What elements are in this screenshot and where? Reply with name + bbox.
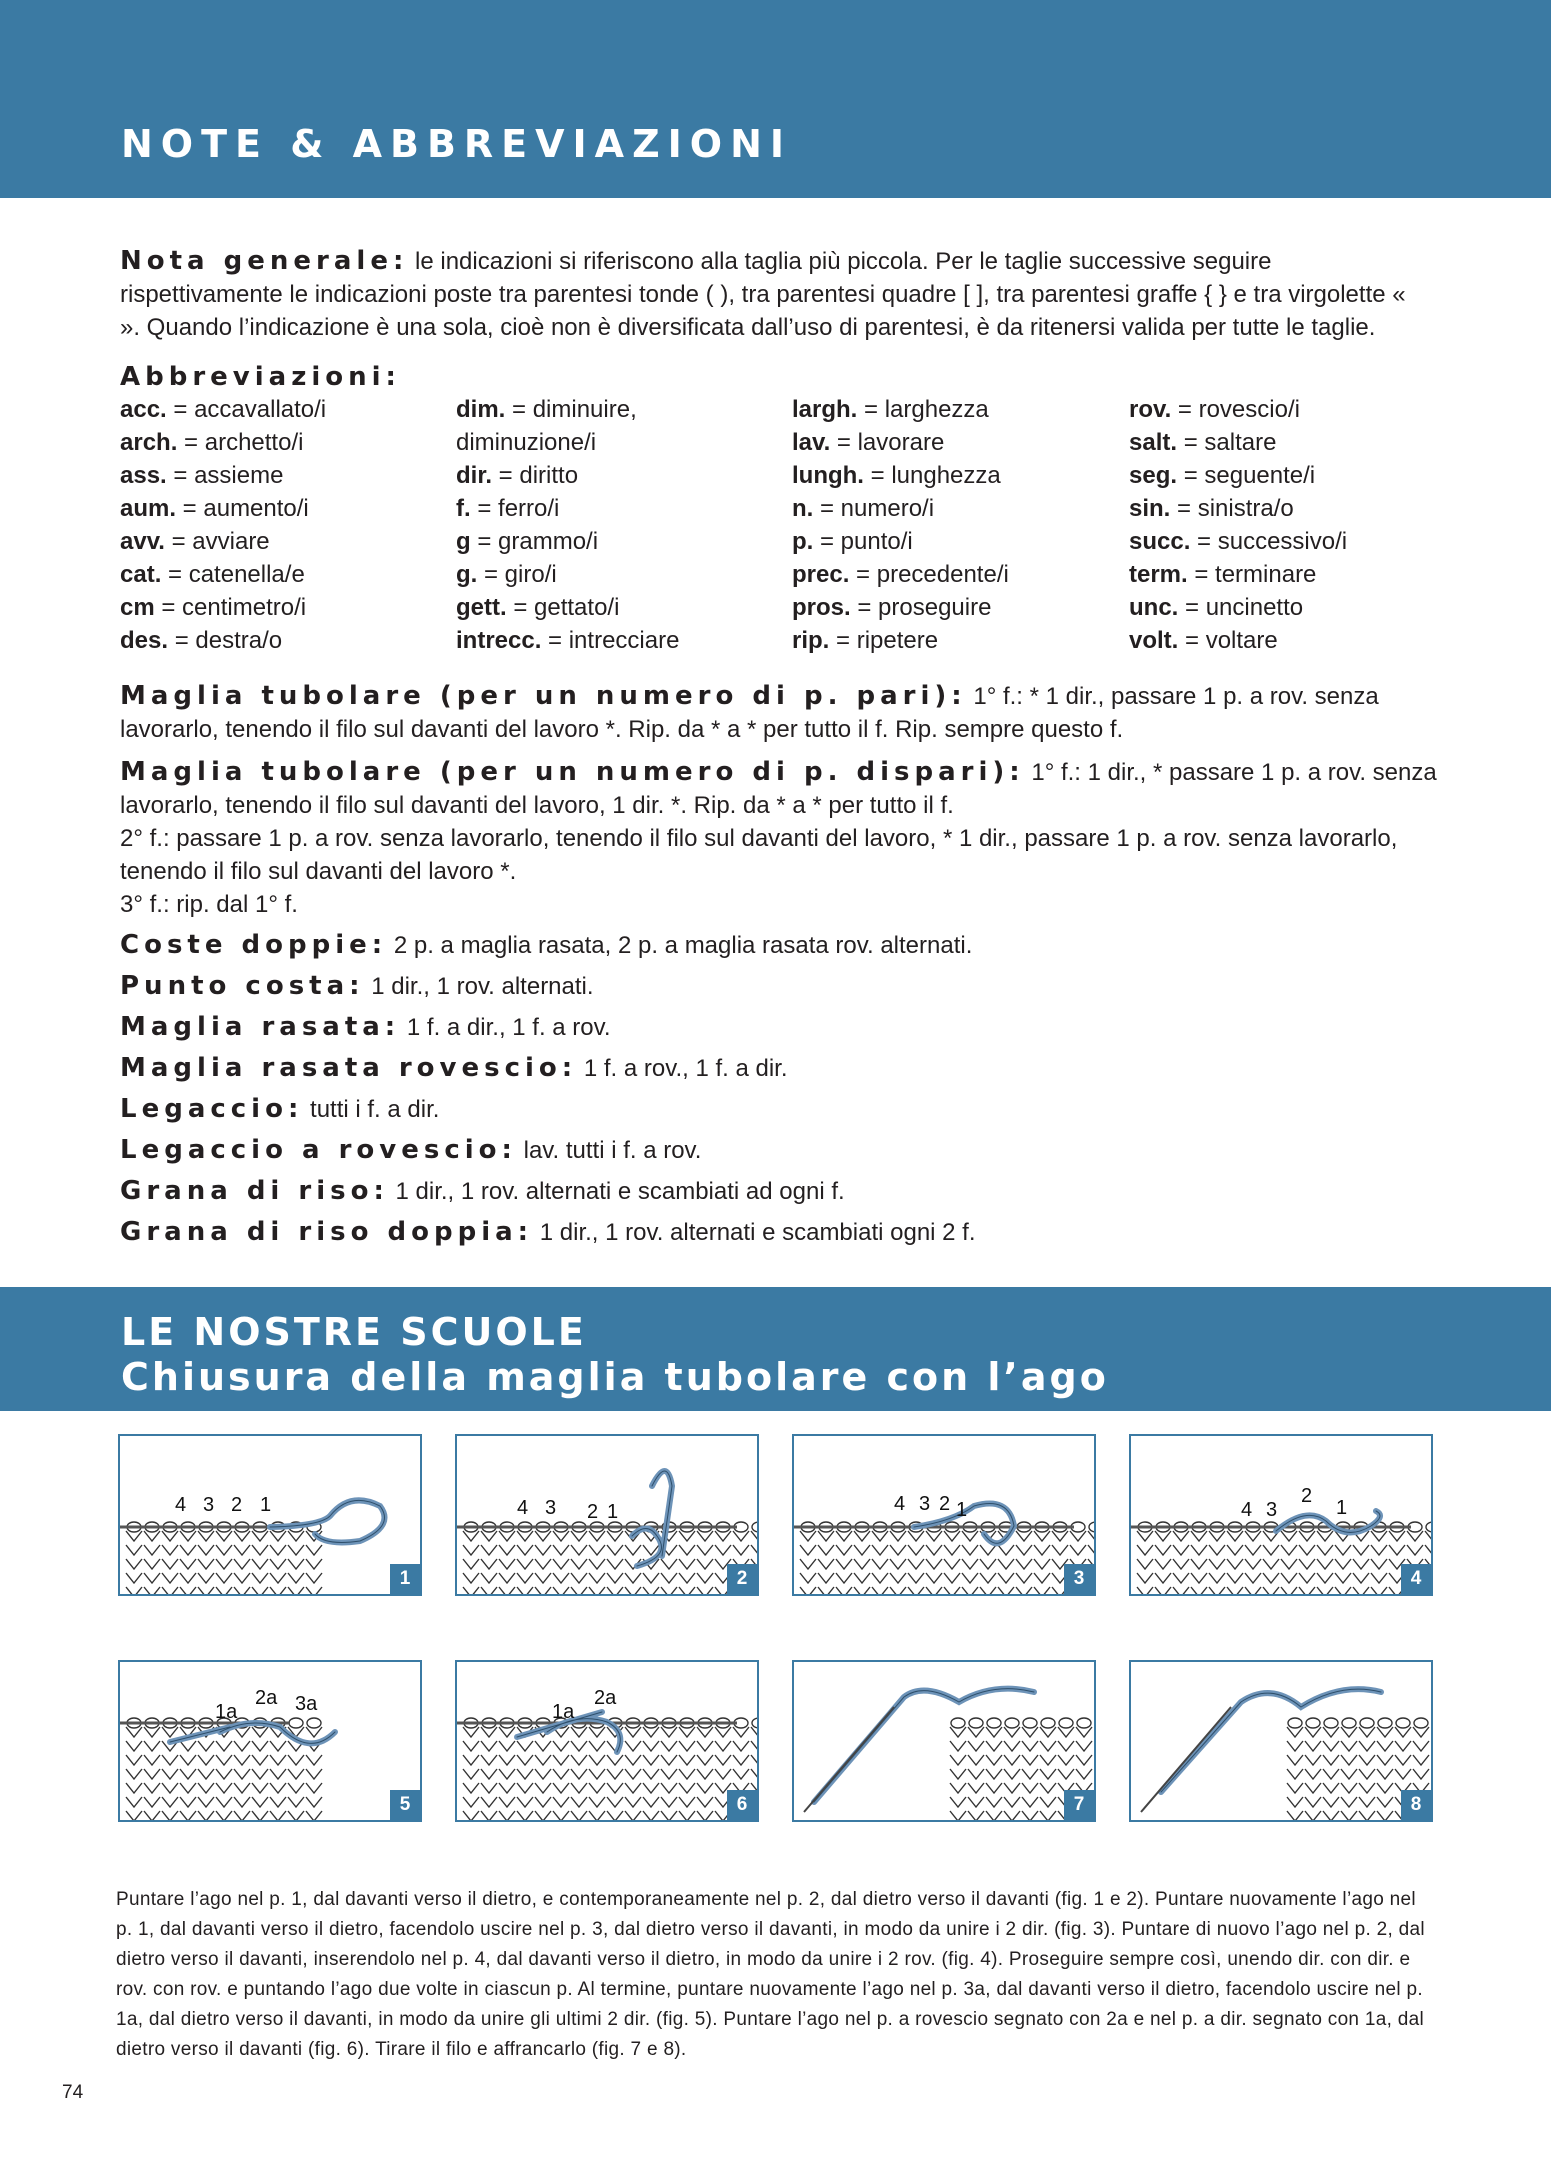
figure-stitch-label: 3 [545,1497,557,1519]
abbr-item [120,624,450,657]
figure-caption: Puntare l’ago nel p. 1, dal davanti verso il dietro, e contemporaneamente nel p. 2, dal dietro verso il davanti (fig. 1 e 2). Puntare nuovamente l’ago nel p. 1, dal davanti verso il dietro, facendolo uscire nel p. 3, dal dietro verso il davanti, in modo da unire i 2 dir. (fig. 3). Puntare di nuovo l’ago nel p. 2, dal dietro verso il davanti, inserendolo nel p. 4, dal davanti verso il dietro, in modo da unire i 2 rov. (fig. 4). Proseguire sempre così, unendo dir. con dir. e rov. con rov. e puntando l’ago due volte in ciascun p. Al termine, puntare nuovamente l’ago nel p. 3a, dal davanti verso il dietro, facendolo uscire nel p. 1a, dal dietro verso il davanti, in modo da unire gli ultimi 2 dir. (fig. 5). Puntare l’ago nel p. a rovescio segnato con 2a e nel p. a dir. segnato con 1a, dal dietro verso il davanti (fig. 6). Tirare il filo e affrancarlo (fig. 7 e 8). [116,1889,1425,2060]
stitch-entry [120,680,1440,746]
abbr-term: lav. [792,429,831,456]
stitch-entry [120,1011,1440,1044]
abbr-definition: = successivo/i [1190,528,1348,555]
knitting-diagram [457,1436,757,1594]
abbr-definition: = seguente/i [1177,462,1316,489]
stitch-text: 1 dir., 1 rov. alternati e scambiati ogni 2 f. [533,1219,976,1246]
figure-stitch-label: 4 [517,1497,529,1519]
abbr-term: rov. [1129,396,1172,423]
section-title: LE NOSTRE SCUOLE [121,1310,587,1354]
figure-stitch-label: 4 [175,1494,187,1516]
abbr-term: prec. [792,561,850,588]
figure-stitch-label: 2 [587,1501,599,1523]
abbr-item [1129,393,1459,426]
figure-stitch-label: 1 [956,1499,968,1521]
figure-stitch-label: 1 [260,1494,272,1516]
stitch-label: Grana di riso doppia: [120,1217,534,1247]
abbr-term: aum. [120,495,177,522]
abbr-item [456,426,786,459]
abbr-definition: = accavallato/i [166,396,327,423]
stitch-text: 1 dir., 1 rov. alternati. [364,973,594,1000]
section-subtitle: Chiusura della maglia tubolare con l’ago [121,1355,1109,1399]
section-band [0,1287,1551,1411]
stitch-entry [120,1093,1440,1126]
abbr-definition: = ripetere [829,627,939,654]
abbr-term: p. [792,528,814,555]
abbr-definition: = terminare [1187,561,1317,588]
abbr-item [792,525,1122,558]
abbr-item [120,492,450,525]
figure-panel [792,1434,1096,1596]
abbr-item [792,393,1122,426]
abbr-term: gett. [456,594,507,621]
figure-panel [455,1434,759,1596]
figure-stitch-label: 3 [919,1493,931,1515]
abbr-term: dim. [456,396,506,423]
abbr-item [1129,558,1459,591]
figure-number-badge: 7 [1064,1790,1094,1820]
abbr-definition: = uncinetto [1178,594,1304,621]
abbr-definition: = archetto/i [177,429,304,456]
abbr-item [120,459,450,492]
figure-number-badge: 1 [390,1564,420,1594]
figure-stitch-label: 3a [295,1693,318,1715]
abbr-definition: = saltare [1177,429,1277,456]
abbr-definition: = catenella/e [161,561,305,588]
abbr-definition: = punto/i [813,528,913,555]
figure-stitch-label: 1a [215,1701,238,1723]
figure-stitch-label: 1a [552,1701,575,1723]
abbr-term: g. [456,561,478,588]
abbr-item [1129,492,1459,525]
figure-panel [792,1660,1096,1822]
abbr-item [792,624,1122,657]
abbr-item [456,393,786,426]
stitch-entry [120,970,1440,1003]
abbr-term: term. [1129,561,1188,588]
stitch-label: Maglia rasata rovescio: [120,1053,578,1083]
stitch-entry [120,1134,1440,1167]
abbr-term: dir. [456,462,493,489]
abbr-item [120,426,450,459]
abbr-item [456,558,786,591]
nota-text: le indicazioni si riferiscono alla taglia più piccola. Per le taglie successive seguire rispettivamente le indicazioni poste tra parentesi tonde ( ), tra parentesi quadre [ ], tra parentesi graffe { } e tra virgolette « ». Quando l’indicazione è una sola, cioè non è diversificata dall’uso di parentesi, è da ritenersi valida per tutte le taglie. [120,248,1406,341]
figure-stitch-label: 2 [939,1493,951,1515]
abbr-term: n. [792,495,814,522]
abbr-term: lungh. [792,462,864,489]
abbr-column [792,393,1122,657]
abbr-definition: = proseguire [850,594,992,621]
knitting-diagram [794,1662,1094,1820]
abbr-definition: = precedente/i [849,561,1009,588]
abbr-item [456,525,786,558]
stitch-text: 1° f.: 1 dir., * passare 1 p. a rov. senza lavorarlo, tenendo il filo sul davanti del lavoro, 1 dir. *. Rip. da * a * per tutto il f. [120,759,1437,819]
stitch-entry [120,756,1440,921]
page-title: NOTE & ABBREVIAZIONI [121,122,793,166]
abbr-column [456,393,786,657]
abbr-term: succ. [1129,528,1191,555]
figure-stitch-label: 1 [607,1501,619,1523]
abbr-term: salt. [1129,429,1178,456]
abbr-term: pros. [792,594,851,621]
stitch-label: Maglia tubolare (per un numero di p. dispari): [120,757,1025,787]
abbr-definition: = diminuire, [505,396,637,423]
stitch-text: lav. tutti i f. a rov. [516,1137,702,1164]
stitch-label: Coste doppie: [120,930,388,960]
knitting-diagram [120,1662,420,1820]
page-number: 74 [62,2082,84,2103]
abbr-item [456,591,786,624]
abbr-item [120,591,450,624]
abbr-item [1129,426,1459,459]
abbr-item [792,426,1122,459]
abbr-item [792,558,1122,591]
abbr-definition: = destra/o [168,627,283,654]
figure-stitch-label: 1 [1336,1497,1348,1519]
knitting-diagram [794,1436,1094,1594]
stitch-text: 1 f. a rov., 1 f. a dir. [577,1055,788,1082]
knitting-diagram [1131,1662,1431,1820]
nota-label: Nota generale: [120,246,409,276]
abbr-term: volt. [1129,627,1179,654]
figure-stitch-label: 2a [594,1687,617,1709]
abbr-term: cat. [120,561,162,588]
figure-number-badge: 6 [727,1790,757,1820]
abbr-term: sin. [1129,495,1171,522]
abbr-definition: = sinistra/o [1170,495,1294,522]
abbr-item [792,591,1122,624]
abbr-term: g [456,528,471,555]
stitch-text: 2 p. a maglia rasata, 2 p. a maglia rasata rov. alternati. [387,932,973,959]
figure-stitch-label: 2 [1301,1485,1313,1507]
stitch-entry [120,1175,1440,1208]
abbr-definition: = assieme [166,462,284,489]
figure-panel [1129,1434,1433,1596]
abbr-definition: = gettato/i [506,594,620,621]
abbreviazioni-title: Abbreviazioni: [120,362,401,392]
abbr-item [120,525,450,558]
abbr-term: f. [456,495,471,522]
stitch-text: tutti i f. a dir. [303,1096,440,1123]
stitch-label: Maglia rasata: [120,1012,401,1042]
figure-stitch-label: 3 [203,1494,215,1516]
abbr-definition: = avviare [164,528,270,555]
stitch-label: Grana di riso: [120,1176,389,1206]
abbr-item [120,393,450,426]
abbr-item [1129,591,1459,624]
abbreviations-grid [120,393,1440,663]
abbr-definition: = ferro/i [470,495,560,522]
abbr-definition: = rovescio/i [1171,396,1300,423]
knitting-diagram [120,1436,420,1594]
abbr-term: des. [120,627,169,654]
stitch-label: Maglia tubolare (per un numero di p. pari): [120,681,967,711]
stitch-entry [120,1216,1440,1249]
stitch-label: Legaccio: [120,1094,304,1124]
figure-panel [118,1434,422,1596]
stitch-entry [120,1052,1440,1085]
abbr-item [456,624,786,657]
abbr-definition: = lavorare [830,429,945,456]
stitch-extra-line: 2° f.: passare 1 p. a rov. senza lavorarlo, tenendo il filo sul davanti del lavoro, * 1 dir., passare 1 p. a rov. senza lavorarlo, tenendo il filo sul davanti del lavoro *. [120,825,1398,885]
figure-number-badge: 5 [390,1790,420,1820]
figure-panel [455,1660,759,1822]
abbr-definition: = larghezza [857,396,989,423]
figure-number-badge: 4 [1401,1564,1431,1594]
stitch-label: Legaccio a rovescio: [120,1135,517,1165]
abbr-item [1129,459,1459,492]
abbr-item [120,558,450,591]
stitch-extra-line: 3° f.: rip. dal 1° f. [120,891,298,918]
figure-number-badge: 8 [1401,1790,1431,1820]
abbr-term: ass. [120,462,167,489]
figure-panel [1129,1660,1433,1822]
knitting-diagram [457,1662,757,1820]
figure-panel [118,1660,422,1822]
figure-stitch-label: 2 [231,1494,243,1516]
figure-stitch-label: 4 [894,1493,906,1515]
abbr-definition: diminuzione/i [456,429,597,456]
abbr-column [1129,393,1459,657]
abbr-definition: = diritto [492,462,579,489]
abbr-term: largh. [792,396,858,423]
abbr-term: arch. [120,429,178,456]
figure-stitch-label: 2a [255,1687,278,1709]
abbr-item [456,492,786,525]
stitch-label: Punto costa: [120,971,365,1001]
abbr-term: avv. [120,528,165,555]
abbr-item [792,492,1122,525]
abbr-definition: = lunghezza [863,462,1001,489]
stitch-text: 1° f.: * 1 dir., passare 1 p. a rov. senza lavorarlo, tenendo il filo sul davanti del lavoro *. Rip. da * a * per tutto il f. Rip. sempre questo f. [120,683,1379,743]
figure-number-badge: 3 [1064,1564,1094,1594]
abbr-definition: = centimetro/i [154,594,307,621]
abbr-item [1129,624,1459,657]
figure-stitch-label: 3 [1266,1499,1278,1521]
stitch-text: 1 f. a dir., 1 f. a rov. [400,1014,611,1041]
abbr-term: intrecc. [456,627,542,654]
stitch-entry [120,929,1440,962]
abbr-definition: = aumento/i [176,495,309,522]
abbr-term: unc. [1129,594,1179,621]
figure-number-badge: 2 [727,1564,757,1594]
abbr-term: acc. [120,396,167,423]
abbr-item [456,459,786,492]
abbr-term: cm [120,594,155,621]
abbr-term: rip. [792,627,830,654]
abbr-definition: = grammo/i [470,528,599,555]
knitting-diagram [1131,1436,1431,1594]
abbr-item [792,459,1122,492]
abbr-definition: = giro/i [477,561,557,588]
stitch-text: 1 dir., 1 rov. alternati e scambiati ad ogni f. [388,1178,845,1205]
abbr-item [1129,525,1459,558]
nota-generale [120,245,1430,344]
header-band [0,0,1551,198]
abbr-term: seg. [1129,462,1178,489]
abbr-column [120,393,450,657]
abbr-definition: = numero/i [813,495,935,522]
figure-stitch-label: 4 [1241,1499,1253,1521]
abbr-definition: = intrecciare [541,627,680,654]
abbr-definition: = voltare [1178,627,1278,654]
